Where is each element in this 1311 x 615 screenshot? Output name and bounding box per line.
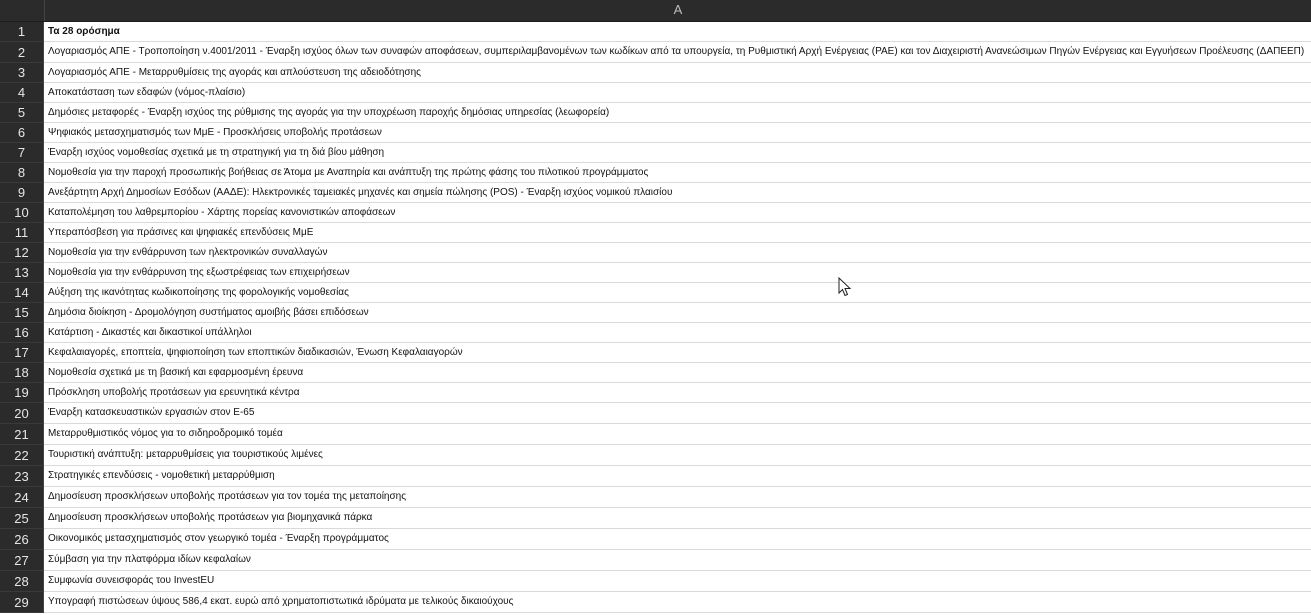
table-row — [0, 22, 1311, 42]
cell-a[interactable]: Νομοθεσία για την ενθάρρυνση της εξωστρέφειας των επιχειρήσεων — [44, 263, 1311, 283]
table-row — [0, 123, 1311, 143]
cell-a[interactable]: Στρατηγικές επενδύσεις - νομοθετική μεταρρύθμιση — [44, 466, 1311, 487]
select-all-corner[interactable] — [0, 0, 45, 21]
cell-a[interactable]: Αύξηση της ικανότητας κωδικοποίησης της φορολογικής νομοθεσίας — [44, 283, 1311, 303]
row-number[interactable]: 3 — [0, 63, 44, 83]
table-row — [0, 263, 1311, 283]
table-row — [0, 403, 1311, 424]
row-number[interactable]: 29 — [0, 592, 44, 613]
table-row — [0, 383, 1311, 403]
cell-a[interactable]: Δημοσίευση προσκλήσεων υποβολής προτάσεων για βιομηχανικά πάρκα — [44, 508, 1311, 529]
row-number[interactable]: 1 — [0, 22, 44, 42]
table-row — [0, 445, 1311, 466]
table-row — [0, 183, 1311, 203]
row-number[interactable]: 27 — [0, 550, 44, 571]
row-number[interactable]: 21 — [0, 424, 44, 445]
cell-a[interactable]: Έναρξη ισχύος νομοθεσίας σχετικά με τη στρατηγική για τη διά βίου μάθηση — [44, 143, 1311, 163]
table-row — [0, 103, 1311, 123]
row-number[interactable]: 5 — [0, 103, 44, 123]
cell-a[interactable]: Έναρξη κατασκευαστικών εργασιών στον Ε-65 — [44, 403, 1311, 424]
cell-a[interactable]: Οικονομικός μετασχηματισμός στον γεωργικό τομέα - Έναρξη προγράμματος — [44, 529, 1311, 550]
table-row — [0, 243, 1311, 263]
row-number[interactable]: 16 — [0, 323, 44, 343]
table-row — [0, 466, 1311, 487]
cell-a[interactable]: Τουριστική ανάπτυξη: μεταρρυθμίσεις για τουριστικούς λιμένες — [44, 445, 1311, 466]
cell-a[interactable]: Συμφωνία συνεισφοράς του InvestEU — [44, 571, 1311, 592]
row-number[interactable]: 17 — [0, 343, 44, 363]
row-number[interactable]: 12 — [0, 243, 44, 263]
cell-a[interactable]: Ανεξάρτητη Αρχή Δημοσίων Εσόδων (ΑΑΔΕ): Ηλεκτρονικές ταμειακές μηχανές και σημεία πώλησης (POS) - Έναρξη ισχύος νομικού πλαισίου — [44, 183, 1311, 203]
table-row — [0, 529, 1311, 550]
table-row — [0, 42, 1311, 63]
row-number[interactable]: 10 — [0, 203, 44, 223]
table-row — [0, 487, 1311, 508]
row-number[interactable]: 4 — [0, 83, 44, 103]
row-number[interactable]: 9 — [0, 183, 44, 203]
table-row — [0, 343, 1311, 363]
row-number[interactable]: 28 — [0, 571, 44, 592]
cell-a[interactable]: Νομοθεσία για την παροχή προσωπικής βοήθειας σε Άτομα με Αναπηρία και ανάπτυξη της πρώτης φάσης του πιλοτικού προγράμματος — [44, 163, 1311, 183]
table-row — [0, 63, 1311, 83]
cell-a[interactable]: Λογαριασμός ΑΠΕ - Μεταρρυθμίσεις της αγοράς και απλούστευση της αδειοδότησης — [44, 63, 1311, 83]
table-row — [0, 424, 1311, 445]
cell-a[interactable]: Νομοθεσία σχετικά με τη βασική και εφαρμοσμένη έρευνα — [44, 363, 1311, 383]
cell-a[interactable]: Τα 28 ορόσημα — [44, 22, 1311, 42]
table-row — [0, 303, 1311, 323]
table-row — [0, 83, 1311, 103]
row-number[interactable]: 2 — [0, 42, 44, 63]
cell-a[interactable]: Πρόσκληση υποβολής προτάσεων για ερευνητικά κέντρα — [44, 383, 1311, 403]
cell-a[interactable]: Δημόσια διοίκηση - Δρομολόγηση συστήματος αμοιβής βάσει επιδόσεων — [44, 303, 1311, 323]
row-number[interactable]: 23 — [0, 466, 44, 487]
table-row — [0, 143, 1311, 163]
table-row — [0, 163, 1311, 183]
row-number[interactable]: 13 — [0, 263, 44, 283]
cell-a[interactable]: Ψηφιακός μετασχηματισμός των ΜμΕ - Προσκλήσεις υποβολής προτάσεων — [44, 123, 1311, 143]
table-row — [0, 363, 1311, 383]
table-row — [0, 283, 1311, 303]
cell-a[interactable]: Κατάρτιση - Δικαστές και δικαστικοί υπάλληλοι — [44, 323, 1311, 343]
cell-a[interactable]: Δημόσιες μεταφορές - Έναρξη ισχύος της ρύθμισης της αγοράς για την υποχρέωση παροχής δημόσιας υπηρεσίας (λεωφορεία) — [44, 103, 1311, 123]
row-number[interactable]: 25 — [0, 508, 44, 529]
column-header-bar — [0, 0, 1311, 22]
cell-a[interactable]: Λογαριασμός ΑΠΕ - Τροποποίηση ν.4001/2011 - Έναρξη ισχύος όλων των συναφών αποφάσεων, συμπεριλαμβανομένων των κωδίκων από τα υπουργεία, τη Ρυθμιστική Αρχή Ενέργειας (ΡΑΕ) και τον Διαχειριστή Ανανεώσιμων Πηγών Ενέργειας και Εγγυήσεων Προέλευσης (ΔΑΠΕΕΠ) — [44, 42, 1311, 63]
mouse-pointer-icon — [838, 277, 852, 297]
cell-a[interactable]: Νομοθεσία για την ενθάρρυνση των ηλεκτρονικών συναλλαγών — [44, 243, 1311, 263]
row-number[interactable]: 20 — [0, 403, 44, 424]
cell-a[interactable]: Κεφαλαιαγορές, εποπτεία, ψηφιοποίηση των εποπτικών διαδικασιών, Ένωση Κεφαλαιαγορών — [44, 343, 1311, 363]
cell-a[interactable]: Σύμβαση για την πλατφόρμα ιδίων κεφαλαίων — [44, 550, 1311, 571]
row-number[interactable]: 8 — [0, 163, 44, 183]
row-number[interactable]: 15 — [0, 303, 44, 323]
table-row — [0, 223, 1311, 243]
row-number[interactable]: 24 — [0, 487, 44, 508]
table-row — [0, 323, 1311, 343]
cell-a[interactable]: Υπογραφή πιστώσεων ύψους 586,4 εκατ. ευρώ από χρηματοπιστωτικά ιδρύματα με τελικούς δικαιούχους — [44, 592, 1311, 613]
row-list — [0, 22, 1311, 613]
row-number[interactable]: 14 — [0, 283, 44, 303]
table-row — [0, 508, 1311, 529]
table-row — [0, 550, 1311, 571]
row-number[interactable]: 19 — [0, 383, 44, 403]
row-number[interactable]: 18 — [0, 363, 44, 383]
row-number[interactable]: 22 — [0, 445, 44, 466]
table-row — [0, 571, 1311, 592]
row-number[interactable]: 6 — [0, 123, 44, 143]
cell-a[interactable]: Μεταρρυθμιστικός νόμος για το σιδηροδρομικό τομέα — [44, 424, 1311, 445]
cell-a[interactable]: Καταπολέμηση του λαθρεμπορίου - Χάρτης πορείας κανονιστικών αποφάσεων — [44, 203, 1311, 223]
row-number[interactable]: 7 — [0, 143, 44, 163]
row-number[interactable]: 26 — [0, 529, 44, 550]
column-header-a[interactable]: A — [673, 2, 683, 17]
cell-a[interactable]: Δημοσίευση προσκλήσεων υποβολής προτάσεων για τον τομέα της μεταποίησης — [44, 487, 1311, 508]
table-row — [0, 203, 1311, 223]
cell-a[interactable]: Αποκατάσταση των εδαφών (νόμος-πλαίσιο) — [44, 83, 1311, 103]
table-row — [0, 592, 1311, 613]
cell-a[interactable]: Υπεραπόσβεση για πράσινες και ψηφιακές επενδύσεις ΜμΕ — [44, 223, 1311, 243]
row-number[interactable]: 11 — [0, 223, 44, 243]
